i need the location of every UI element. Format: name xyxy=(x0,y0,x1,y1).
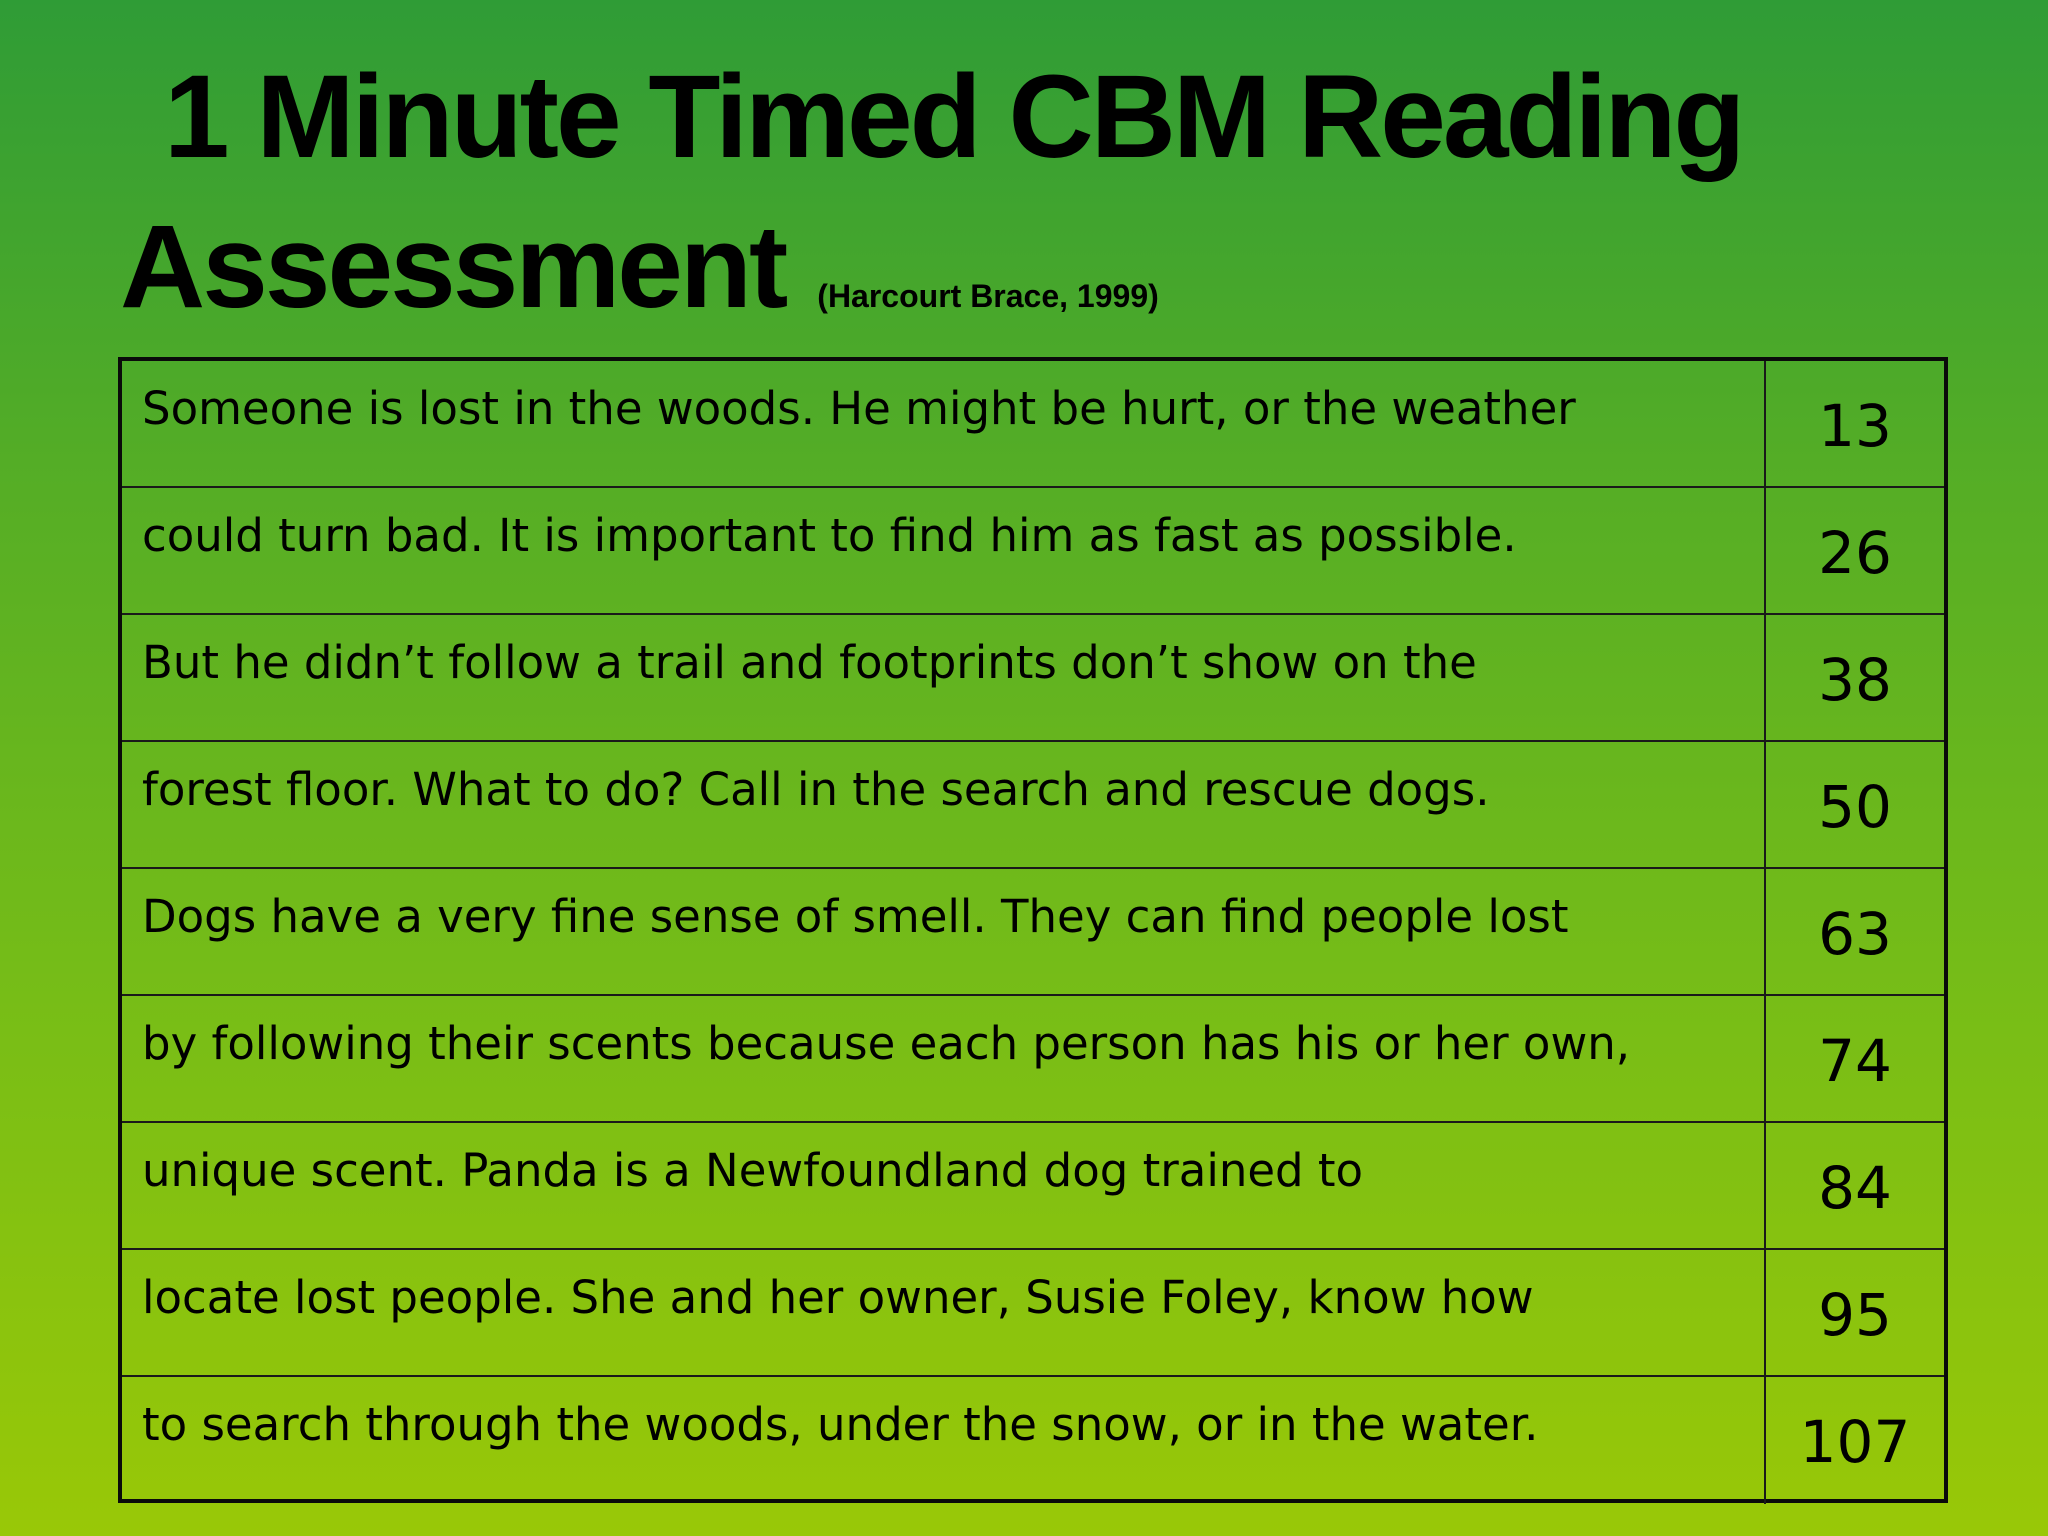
slide-title xyxy=(120,52,1820,332)
table-row xyxy=(122,1250,1944,1377)
table-row xyxy=(122,869,1944,996)
table-row xyxy=(122,1123,1944,1250)
cumulative-word-count: 38 xyxy=(1818,646,1892,714)
passage-line: by following their scents because each person has his or her own, xyxy=(122,996,1766,1121)
passage-line: But he didn’t follow a trail and footprints don’t show on the xyxy=(122,615,1766,740)
passage-line: locate lost people. She and her owner, Susie Foley, know how xyxy=(122,1250,1766,1375)
reading-passage-table xyxy=(118,357,1948,1503)
cumulative-word-count: 13 xyxy=(1818,392,1892,460)
passage-line: could turn bad. It is important to find him as fast as possible. xyxy=(122,488,1766,613)
cumulative-word-count: 63 xyxy=(1818,900,1892,968)
cumulative-word-count: 107 xyxy=(1799,1408,1911,1476)
passage-line: Someone is lost in the woods. He might be hurt, or the weather xyxy=(122,361,1766,486)
title-line-1: 1 Minute Timed CBM Reading xyxy=(164,51,1743,183)
table-row xyxy=(122,742,1944,869)
passage-line: to search through the woods, under the snow, or in the water. xyxy=(122,1377,1766,1504)
table-row xyxy=(122,996,1944,1123)
title-citation: (Harcourt Brace, 1999) xyxy=(817,278,1159,314)
cumulative-word-count: 84 xyxy=(1818,1154,1892,1222)
cumulative-word-count: 95 xyxy=(1818,1281,1892,1349)
table-row xyxy=(122,488,1944,615)
title-line-2 xyxy=(120,202,1159,368)
cumulative-word-count: 50 xyxy=(1818,773,1892,841)
table-row xyxy=(122,361,1944,488)
table-row xyxy=(122,615,1944,742)
passage-line: unique scent. Panda is a Newfoundland dog trained to xyxy=(122,1123,1766,1248)
cumulative-word-count: 74 xyxy=(1818,1027,1892,1095)
passage-line: Dogs have a very fine sense of smell. They can find people lost xyxy=(122,869,1766,994)
title-line-2-text: Assessment xyxy=(120,201,786,333)
table-row xyxy=(122,1377,1944,1504)
cumulative-word-count: 26 xyxy=(1818,519,1892,587)
passage-line: forest floor. What to do? Call in the search and rescue dogs. xyxy=(122,742,1766,867)
